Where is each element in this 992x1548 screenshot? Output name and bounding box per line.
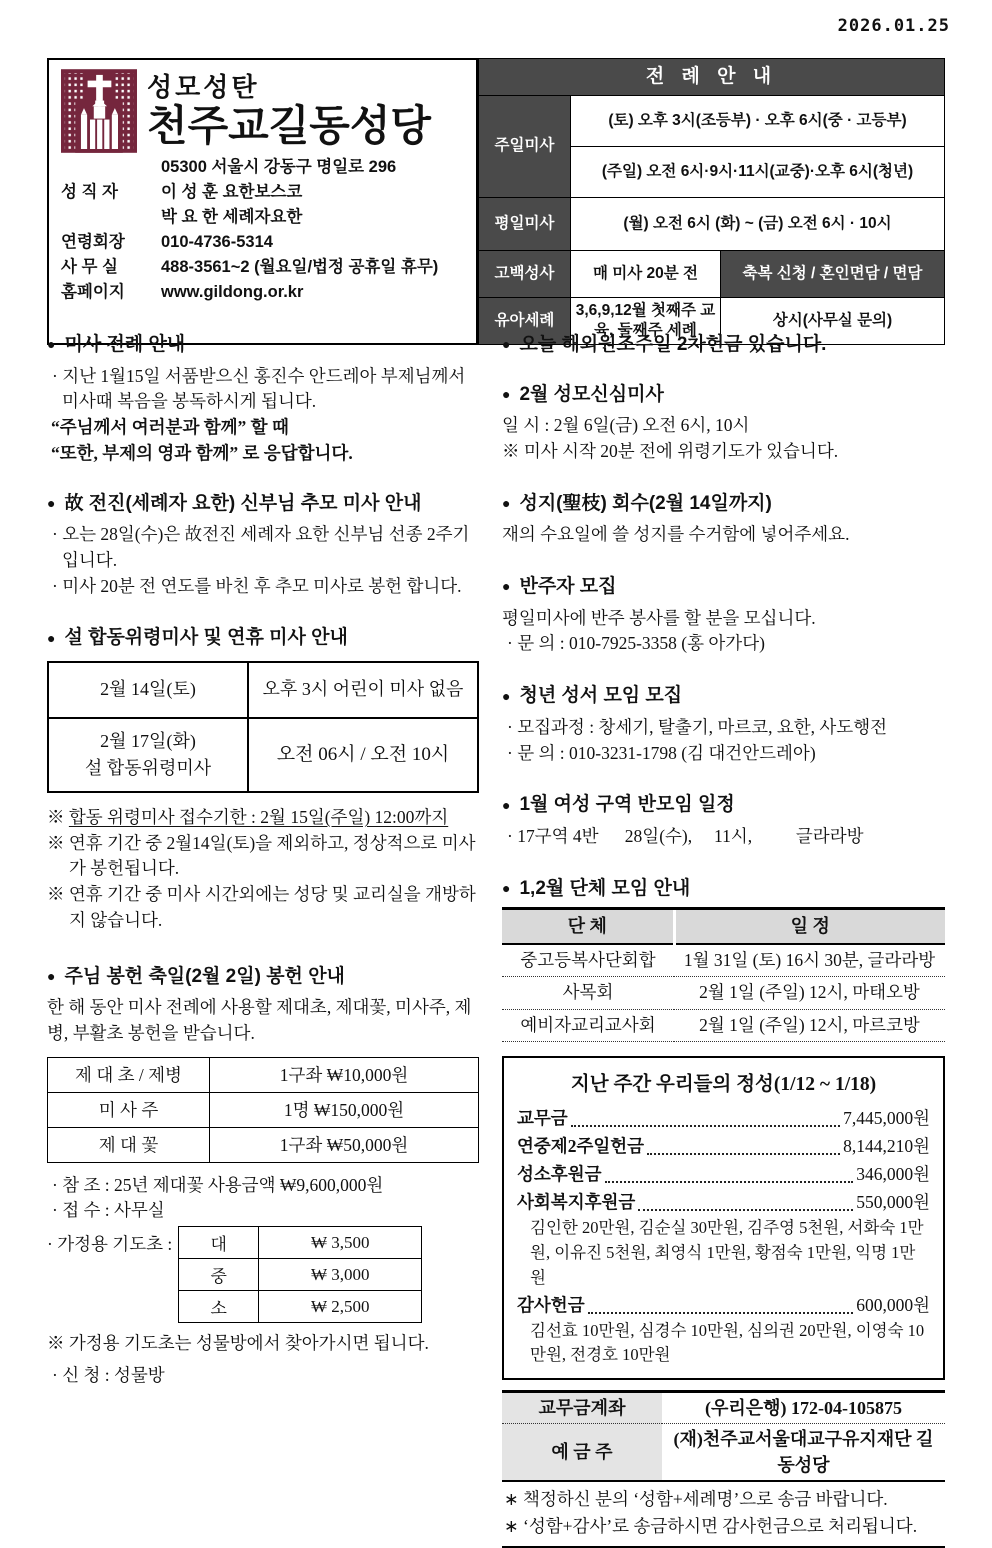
clergy-row: 성 직 자 이 성 훈 요한보스코 [61,183,303,202]
donations-title: 지난 주간 우리들의 정성(1/12 ~ 1/18) [570,1074,877,1096]
table-row: 중고등복사단회합 1월 31일 (토) 16시 30분, 글라라방 [502,944,945,977]
section-bullet-icon: ● [502,495,511,512]
weekly-donations-box [502,1056,945,1380]
table-row: 예비자교리교사회 2월 1일 (주일) 12시, 마르코방 [502,1009,945,1042]
section-bullet-icon: ● [502,578,511,595]
sunday-mass-sun: (주일) 오전 6시·9시·11시(교중)·오후 6시(청년) [570,147,944,198]
section-bullet-icon: ● [47,967,56,984]
dot-leader [588,1312,854,1314]
section-womens-district-meeting: ● 1월 여성 구역 반모임 일정 · 17구역 4반 28일(수), 11시, 글라라방 [502,794,864,846]
section-bullet-icon: ● [502,386,511,403]
donation-detail: 김선효 10만원, 심경수 10만원, 심의권 20만원, 이영숙 10만원, 전경호 10만원 [530,1320,925,1365]
infant-baptism-label: 유아세례 [478,298,570,345]
table-row: 사목회 2월 1일 (주일) 12시, 마태오방 [502,977,945,1010]
donation-row: 성소후원금 346,000원 [517,1164,930,1185]
dot-leader [647,1153,840,1155]
group-meeting-table: 단 체 일 정 중고등복사단회합 1월 31일 (토) 16시 30분, 글라라방 사목회 2월 1일 (주일) 12시, 마태오방 예비자교리교사회 2월 1일 (주일) 12시, 마르코방 [502,907,945,1042]
church-info-box [47,58,478,345]
church-logo-icon [61,67,137,155]
liturgy-table-title: 전 례 안 내 [478,59,944,96]
church-subtitle: 성모성탄 [147,72,260,102]
section-second-collection: ● 오늘 해외원조주일 2차헌금 있습니다. [502,334,827,355]
office-row: 사 무 실 488-3561~2 (월요일/법정 공휴일 휴무) [61,258,439,277]
section-accompanist-recruit: ● 반주자 모집 평일미사에 반주 봉사를 할 분을 모십니다. · 문 의 : 010-7925-3358 (홍 아가다) [502,576,816,654]
yeonryeong-row: 연령회장 010-4736-5314 [61,233,273,252]
section-bullet-icon: ● [502,687,511,704]
dot-leader [605,1181,854,1183]
account-table: 교무금계좌 (우리은행) 172-04-105875 예 금 주 (재)천주교서울대교구유지재단 길동성당 [502,1390,945,1482]
candle-price-table: 대 ₩ 3,500 중 ₩ 3,000 소 ₩ 2,500 [178,1226,422,1323]
header-row [47,58,945,345]
church-name: 천주교길동성당 [147,102,432,149]
section-bullet-icon: ● [47,629,56,646]
section-bullet-icon: ● [502,336,511,353]
liturgy-schedule-table [478,58,945,345]
section-bullet-icon: ● [47,494,56,511]
dot-leader [638,1209,853,1211]
weekday-mass-label: 평일미사 [478,198,570,251]
sunday-mass-label: 주일미사 [478,96,570,198]
confession-label: 고백성사 [478,251,570,298]
note-deadline: ※ 합동 위령미사 접수기한 : 2월 15일(주일) 12:00까지 [47,806,449,827]
weekday-mass-times: (월) 오전 6시 (화) ~ (금) 오전 6시 · 10시 [570,198,944,251]
section-memorial-mass: ● 故 전진(세례자 요한) 신부님 추모 미사 안내 · 오는 28일(수)은 故전진 세례자 요한 신부님 선종 2주기입니다. · 미사 20분 전 연도를 바친 후 추모 미사로 봉헌 합니다. [47,492,470,596]
account-notes: ∗ 책정하신 분의 ‘성함+세례명’으로 송금 바랍니다. ∗ ‘성함+감사’로 송금하시면 감사헌금으로 처리됩니다. [502,1482,945,1548]
infant-baptism-schedule: 3,6,9,12월 첫째주 교육, 둘째주 세례 [570,298,720,345]
account-number: (우리은행) 172-04-105875 [662,1392,945,1424]
home-candle-block: · 가정용 기도초 : 대 ₩ 3,500 중 ₩ 3,000 소 ₩ 2,500 [47,1226,479,1323]
sunday-mass-sat: (토) 오후 3시(조등부) · 오후 6시(중 · 고등부) [570,96,944,147]
section-palm-collection: ● 성지(聖枝) 회수(2월 14일까지) 재의 수요일에 쓸 성지를 수거함에 넣어주세요. [502,492,850,545]
donation-row: 감사헌금 600,000원 [517,1294,930,1315]
donation-row: 사회복지후원금 550,000원 [517,1192,930,1213]
section-bullet-icon: ● [502,879,511,896]
account-holder: (재)천주교서울대교구유지재단 길동성당 [662,1424,945,1482]
donation-row: 교무금 7,445,000원 [517,1108,930,1129]
left-column [47,332,479,1548]
section-mass-liturgy-notice: ● 미사 전례 안내 · 지난 1월15일 서품받으신 홍진수 안드레아 부제님께서 미사때 복음을 봉독하시게 됩니다. “주님께서 여러분과 함께” 할 때 “또한, 부제의 영과 함께” 로 응답합니다. [47,334,466,463]
holiday-mass-table: 2월 14일(토) 오후 3시 어린이 미사 없음 2월 17일(화) 설 합동위령미사 오전 06시 / 오전 10시 [47,661,479,793]
section-bullet-icon: ● [47,336,56,353]
section-youth-bible-group: ● 청년 성서 모임 모집 · 모집과정 : 창세기, 탈출기, 마르코, 요한, 사도행전 · 문 의 : 010-3231-1798 (김 대건안드레아) [502,685,888,763]
donation-detail: 김인한 20만원, 김순실 30만원, 김주영 5천원, 서화숙 1만원, 이유진 5천원, 최영식 1만원, 황점숙 1만원, 익명 1만원 [530,1218,924,1287]
clergy-row-2: 박 요 한 세례자요한 [161,208,303,227]
section-marian-mass: ● 2월 성모신심미사 일 시 : 2월 6일(금) 오전 6시, 10시 ※ 미사 시작 20분 전에 위령기도가 있습니다. [502,383,839,461]
dot-leader [571,1125,840,1127]
content-columns [47,332,945,1548]
church-address: 05300 서울시 강동구 명일로 296 [161,158,397,176]
section-lunar-newyear-mass: ● 설 합동위령미사 및 연휴 미사 안내 2월 14일(토) 오후 3시 어린이 미사 없음 2월 17일(화) 설 합동위령미사 오전 06시 / 오전 10시 ※ 합동 위령미사 접수기한 : 2월 15일(주일) 12:00까지 ※ 연휴 기간 중 2월14일(토)을 제외하고, 정상적으로 미사가 봉헌됩니다. ※ 연휴 기간 중 미사 시간외에는 성당 및 교리실을 개방하지 않습니다. [47,625,479,933]
section-bullet-icon: ● [502,796,511,813]
issue-date: 2026.01.25 [837,16,950,36]
confession-time: 매 미사 20분 전 [570,251,720,298]
donation-row: 연중제2주일헌금 8,144,210원 [517,1136,930,1157]
homepage-url: www.gildong.or.kr [161,283,304,302]
offering-price-table: 제 대 초 / 제병 1구좌 ₩10,000원 미 사 주 1명 ₩150,000원 제 대 꽃 1구좌 ₩50,000원 [47,1057,479,1163]
right-column [502,332,945,1548]
blessing-consult-cell: 축복 신청 / 혼인면담 / 면담 [720,251,944,298]
section-group-meetings: ● 1,2월 단체 모임 안내 단 체 일 정 중고등복사단회합 1월 31일 (토) 16시 30분, 글라라방 사목회 2월 1일 (주일) 12시, 마태오방 예비자교리교사회 2월 1일 (주일) 12시, 마르코방 [502,876,945,1043]
section-presentation-offering: ● 주님 봉헌 축일(2월 2일) 봉헌 안내 한 해 동안 미사 전례에 사용할 제대초, 제대꽃, 미사주, 제병, 부활초 봉헌을 받습니다. 제 대 초 / 제병 1구좌 ₩10,000원 미 사 주 1명 ₩150,000원 제 대 꽃 1구좌 ₩50,000원 · 참 조 : 25년 제대꽃 사용금액 ₩9,600,000원 · 접 수 : 사무실 · 가정용 기도초 : 대 ₩ 3,500 중 ₩ 3,000 소 ₩ 2,500 ※ 가정용 기도초는 성물방에서 찾아가시면 됩니다. · 신 청 : 성물방 [47,964,479,1389]
homepage-row: 홈페이지 www.gildong.or.kr [61,280,468,305]
infant-baptism-extra: 상시(사무실 문의) [720,298,944,345]
